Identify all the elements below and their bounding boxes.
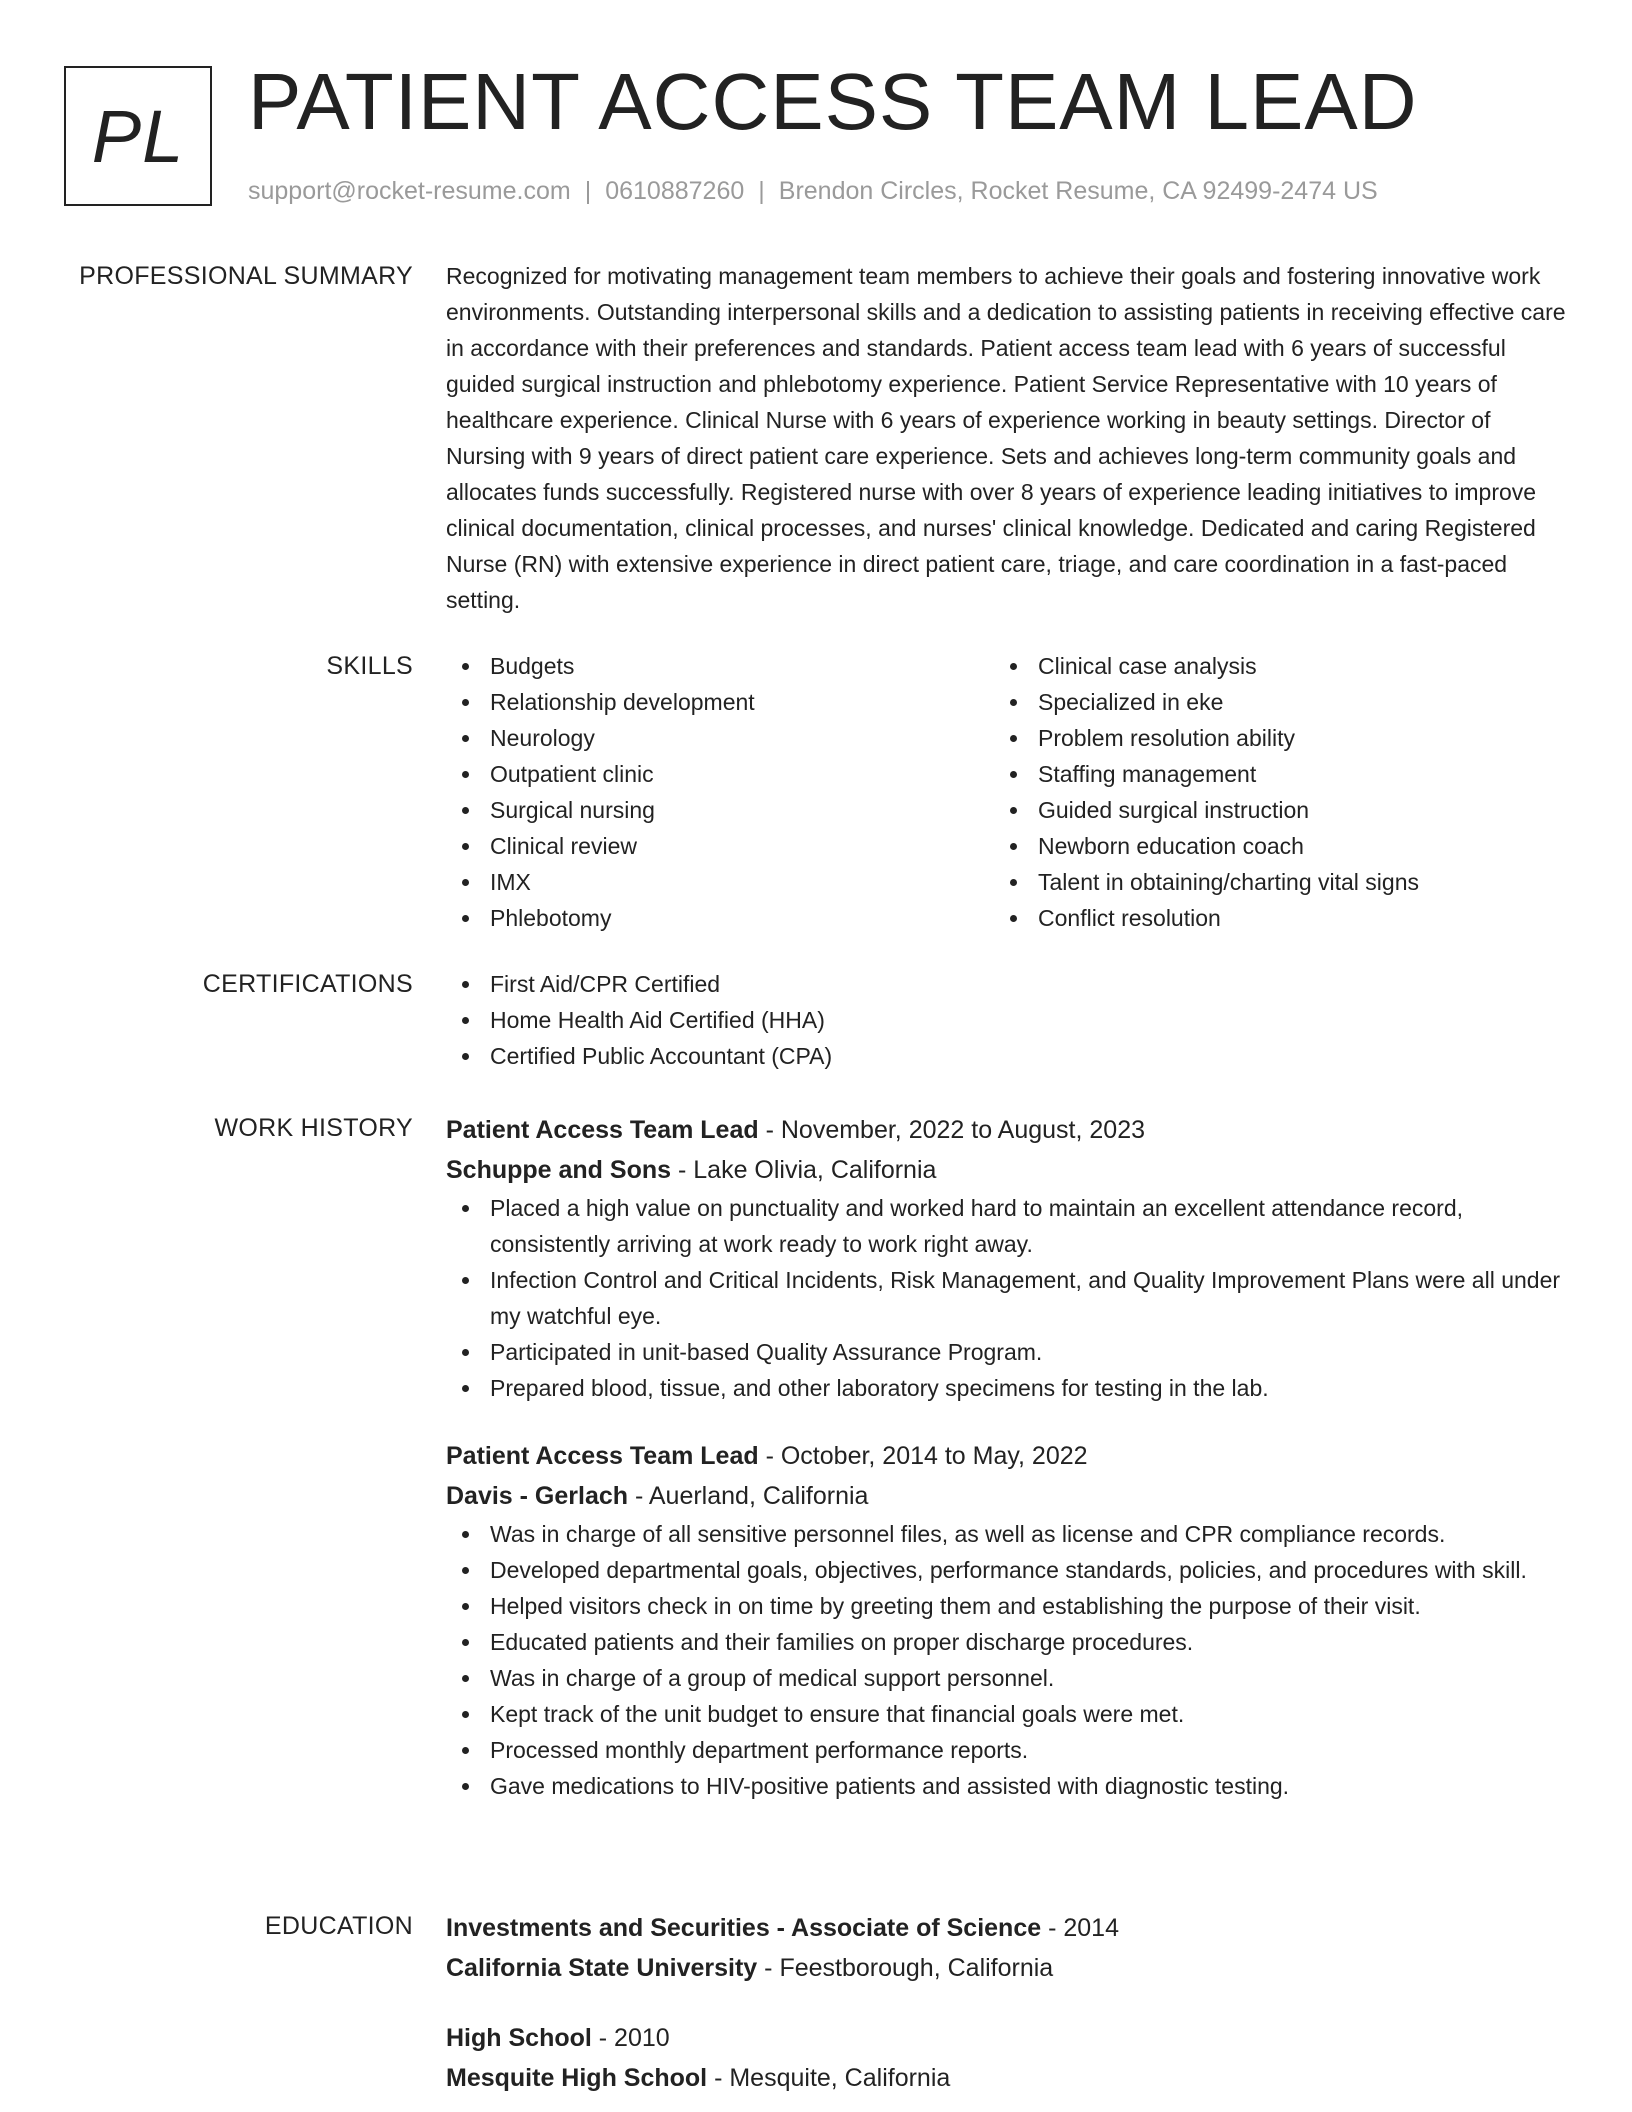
job-title: Patient Access Team Lead (446, 1442, 759, 1470)
job-title: Patient Access Team Lead (446, 1116, 759, 1144)
monogram-badge (64, 66, 212, 206)
education-degree: High School (446, 2024, 592, 2052)
certification-item: Home Health Aid Certified (HHA) (490, 1002, 1566, 1038)
job-bullets (446, 1516, 1566, 1804)
job-title-line (446, 1436, 1566, 1476)
education-degree-line (446, 1908, 1566, 1948)
job-entry (446, 1436, 1566, 1804)
skill-item: Phlebotomy (490, 900, 994, 936)
skill-item: Clinical case analysis (1038, 648, 1542, 684)
education-school-line (446, 1948, 1566, 1988)
skill-item: Clinical review (490, 828, 994, 864)
job-bullets (446, 1190, 1566, 1406)
job-bullet: Educated patients and their families on proper discharge procedures. (490, 1624, 1566, 1660)
contact-email: support@rocket-resume.com (248, 177, 571, 205)
job-company: Schuppe and Sons (446, 1156, 672, 1184)
education-location: - Mesquite, California (714, 2064, 951, 2092)
job-bullet: Placed a high value on punctuality and worked hard to maintain an excellent attendance record, consistently arriving at work ready to work right away. (490, 1190, 1566, 1262)
education-school-line (446, 2058, 1566, 2098)
education-degree-line (446, 2018, 1566, 2058)
certifications-heading: CERTIFICATIONS (202, 970, 413, 998)
job-bullet: Helped visitors check in on time by greeting them and establishing the purpose of their visit. (490, 1588, 1566, 1624)
education-location: - Feestborough, California (764, 1954, 1054, 1982)
certification-item: First Aid/CPR Certified (490, 966, 1566, 1002)
job-bullet: Prepared blood, tissue, and other laboratory specimens for testing in the lab. (490, 1370, 1566, 1406)
job-dates: - November, 2022 to August, 2023 (765, 1116, 1146, 1144)
skills-heading: SKILLS (326, 652, 413, 680)
job-bullet: Developed departmental goals, objectives, performance standards, policies, and procedures with skill. (490, 1552, 1566, 1588)
skill-item: Problem resolution ability (1038, 720, 1542, 756)
job-bullet: Was in charge of a group of medical support personnel. (490, 1660, 1566, 1696)
education-school: California State University (446, 1954, 758, 1982)
summary-heading: PROFESSIONAL SUMMARY (79, 262, 413, 290)
education-year: - 2010 (598, 2024, 670, 2052)
education-entry (446, 2018, 1566, 2098)
contact-address: Brendon Circles, Rocket Resume, CA 92499-2474 US (778, 177, 1378, 205)
job-title-line (446, 1110, 1566, 1150)
skill-item: Staffing management (1038, 756, 1542, 792)
skill-item: Relationship development (490, 684, 994, 720)
contact-separator: | (584, 177, 592, 205)
education-school: Mesquite High School (446, 2064, 708, 2092)
skill-item: Guided surgical instruction (1038, 792, 1542, 828)
education-entry (446, 1908, 1566, 1988)
skill-item: IMX (490, 864, 994, 900)
skill-item: Surgical nursing (490, 792, 994, 828)
skill-item: Outpatient clinic (490, 756, 994, 792)
job-bullet: Infection Control and Critical Incidents, Risk Management, and Quality Improvement Plans were all under my watchful eye. (490, 1262, 1566, 1334)
job-bullet: Was in charge of all sensitive personnel files, as well as license and CPR compliance records. (490, 1516, 1566, 1552)
job-company-line (446, 1150, 1566, 1190)
skill-item: Newborn education coach (1038, 828, 1542, 864)
education-degree: Investments and Securities - Associate of Science (446, 1914, 1042, 1942)
job-bullet: Gave medications to HIV-positive patients and assisted with diagnostic testing. (490, 1768, 1566, 1804)
certification-item: Certified Public Accountant (CPA) (490, 1038, 1566, 1074)
certifications-list (446, 966, 1566, 1074)
skill-item: Specialized in eke (1038, 684, 1542, 720)
job-location: - Lake Olivia, California (677, 1156, 937, 1184)
monogram-initials: PL (91, 94, 185, 178)
work-history-heading: WORK HISTORY (214, 1114, 413, 1142)
skills-list-right (994, 648, 1542, 936)
resume-title: PATIENT ACCESS TEAM LEAD (248, 57, 1418, 146)
contact-phone: 0610887260 (605, 177, 745, 205)
skill-item: Talent in obtaining/charting vital signs (1038, 864, 1542, 900)
summary-text: Recognized for motivating management team members to achieve their goals and fostering innovative work environments. Outstanding interpersonal skills and a dedication to assisting patients in receiving effective care in accordance with their preferences and standards. Patient access team lead with 6 years of successful guided surgical instruction and phlebotomy experience. Patient Service Representative with 10 years of healthcare experience. Clinical Nurse with 6 years of experience working in beauty settings. Director of Nursing with 9 years of direct patient care experience. Sets and achieves long-term community goals and allocates funds successfully. Registered nurse with over 8 years of experience leading initiatives to improve clinical documentation, clinical processes, and nurses' clinical knowledge. Dedicated and caring Registered Nurse (RN) with extensive experience in direct patient care, triage, and care coordination in a fast-paced setting. (446, 263, 1566, 613)
job-company: Davis - Gerlach (446, 1482, 629, 1510)
job-dates: - October, 2014 to May, 2022 (765, 1442, 1088, 1470)
skill-item: Neurology (490, 720, 994, 756)
skill-item: Budgets (490, 648, 994, 684)
job-bullet: Participated in unit-based Quality Assurance Program. (490, 1334, 1566, 1370)
job-entry (446, 1110, 1566, 1406)
job-company-line (446, 1476, 1566, 1516)
job-bullet: Processed monthly department performance reports. (490, 1732, 1566, 1768)
contact-separator: | (758, 177, 765, 205)
contact-line (248, 174, 1378, 208)
skills-list-left (446, 648, 994, 936)
education-year: - 2014 (1048, 1914, 1119, 1942)
job-location: - Auerland, California (634, 1482, 869, 1510)
skill-item: Conflict resolution (1038, 900, 1542, 936)
education-heading: EDUCATION (264, 1912, 413, 1940)
job-bullet: Kept track of the unit budget to ensure that financial goals were met. (490, 1696, 1566, 1732)
